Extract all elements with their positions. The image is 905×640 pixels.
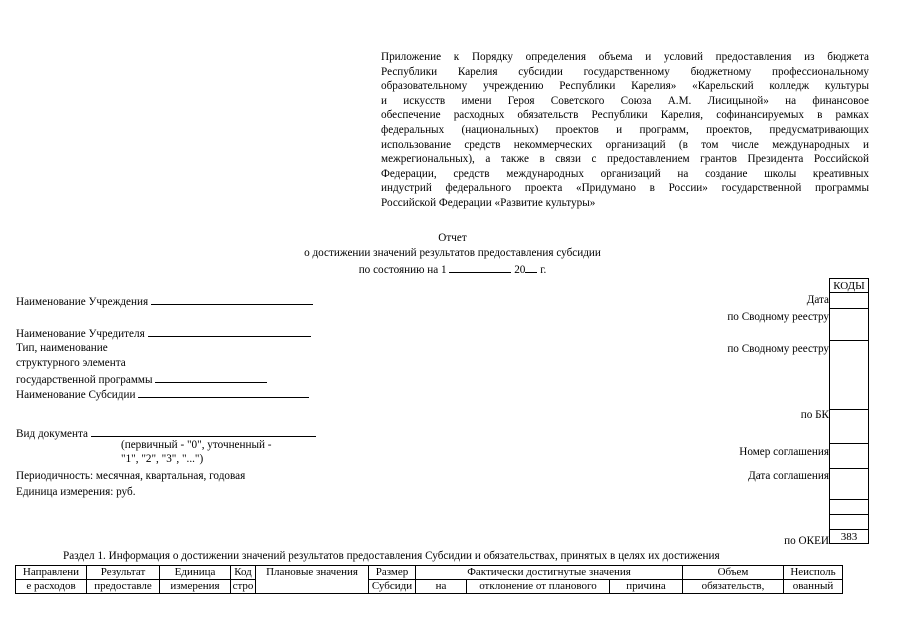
label-bk: по БК (800, 409, 829, 421)
field-subsidy-blank[interactable] (138, 387, 309, 398)
report-date-line (0, 262, 905, 276)
field-type-line1: Тип, наименование (16, 342, 108, 354)
label-registry-1: по Сводному реестру (727, 311, 829, 323)
appendix-line: Российской Федерации «Развитие культуры» (381, 196, 596, 209)
th-direction-2: е расходов (16, 580, 87, 594)
appendix-line: Федерации, средств международных организаций на создание школы креативных (381, 167, 869, 180)
label-registry-2: по Сводному реестру (727, 343, 829, 355)
field-doc-type-label: Вид документа (16, 428, 88, 440)
field-institution-label: Наименование Учреждения (16, 296, 149, 308)
th-volume-2: обязательств, (683, 580, 784, 594)
code-cell-blank[interactable] (830, 515, 869, 530)
appendix-line: федеральных (национальных) проектов и программ, проектов, предусматривающих (381, 123, 869, 136)
label-okei: по ОКЕИ (784, 535, 829, 547)
field-type-blank[interactable] (155, 372, 267, 383)
appendix-line: обеспечение расходных обязательств Республики Карелия, софинансируемых в рамках (381, 109, 869, 122)
report-subtitle: о достижении значений результатов предоставления субсидии (304, 247, 601, 259)
date-day-blank[interactable] (449, 262, 511, 273)
field-founder-label: Наименование Учредителя (16, 328, 145, 340)
th-direction: Направлени (16, 566, 87, 580)
doc-type-hint-2: "1", "2", "3", "...") (121, 453, 204, 465)
code-cell-okei: 383 (830, 530, 869, 544)
date-year: 20 (514, 264, 526, 276)
appendix-line: Приложение к Порядку определения объема и условий предоставления из бюджета (381, 51, 869, 63)
label-date: Дата (806, 294, 829, 306)
doc-type-hint-1: (первичный - "0", уточненный - (121, 439, 272, 451)
appendix-line: и искусств имени Героя Советского Союза А.М. Лисицыной» на финансовое (381, 94, 869, 107)
th-unit: Единица (160, 566, 231, 580)
date-prefix: по состоянию на 1 (358, 264, 447, 276)
th-actual-on: на (416, 580, 467, 594)
date-year-blank[interactable] (525, 262, 537, 273)
label-agreement-number: Номер соглашения (739, 446, 829, 458)
field-founder (16, 326, 311, 340)
th-unused-2: ованный (784, 580, 843, 594)
section1-title: Раздел 1. Информация о достижении значений результатов предоставления Субсидии и обязательствах, принятых в целях их достижения (63, 550, 720, 562)
code-cell-date[interactable] (830, 293, 869, 309)
field-doc-type (16, 426, 316, 440)
appendix-line: образовательному учреждению Республики Карелия» «Карельский колледж культуры (381, 80, 869, 93)
code-cell-agreement-number[interactable] (830, 444, 869, 469)
codes-table (829, 278, 869, 544)
th-unit-2: измерения (160, 580, 231, 594)
section1-table (15, 565, 843, 594)
code-cell-bk[interactable] (830, 410, 869, 444)
appendix-text (381, 50, 869, 211)
field-type-label: государственной программы (16, 374, 153, 386)
code-cell-registry2[interactable] (830, 341, 869, 410)
report-title: Отчет (438, 232, 467, 244)
field-unit: Единица измерения: руб. (16, 486, 136, 498)
th-actual-deviation: отклонение от планового (467, 580, 610, 594)
appendix-line: межрегиональных), а также в связи с предоставлением грантов Президента Российской (381, 153, 869, 166)
code-cell-blank[interactable] (830, 500, 869, 515)
field-periodicity: Периодичность: месячная, квартальная, годовая (16, 470, 246, 482)
date-suffix: г. (540, 264, 547, 276)
appendix-line: индустрий федерального проекта «Придумано в России» государственной программы (381, 182, 869, 195)
th-volume: Объем (683, 566, 784, 580)
code-cell-registry1[interactable] (830, 309, 869, 341)
field-type-line2: структурного элемента (16, 357, 126, 369)
appendix-line: Республики Карелия субсидии государственному бюджетному профессиональному (381, 65, 869, 78)
field-subsidy-label: Наименование Субсидии (16, 389, 136, 401)
field-doc-type-blank[interactable] (91, 426, 316, 437)
label-agreement-date: Дата соглашения (748, 470, 829, 482)
th-actual: Фактически достигнутые значения (416, 566, 683, 580)
th-code: Код (231, 566, 256, 580)
th-planned: Плановые значения (256, 566, 369, 594)
field-founder-blank[interactable] (148, 326, 311, 337)
field-institution (16, 294, 313, 308)
th-unused: Неисполь (784, 566, 843, 580)
th-result: Результат (87, 566, 160, 580)
code-cell-agreement-date[interactable] (830, 469, 869, 500)
field-subsidy (16, 387, 309, 401)
field-institution-blank[interactable] (151, 294, 313, 305)
appendix-line: использование средств некоммерческих организаций (в том числе международных и (381, 138, 869, 151)
field-type (16, 372, 267, 386)
th-size-2: Субсиди (369, 580, 416, 594)
th-result-2: предоставле (87, 580, 160, 594)
th-size: Размер (369, 566, 416, 580)
th-code-2: стро (231, 580, 256, 594)
codes-header: КОДЫ (830, 279, 869, 293)
th-actual-reason: причина (610, 580, 683, 594)
